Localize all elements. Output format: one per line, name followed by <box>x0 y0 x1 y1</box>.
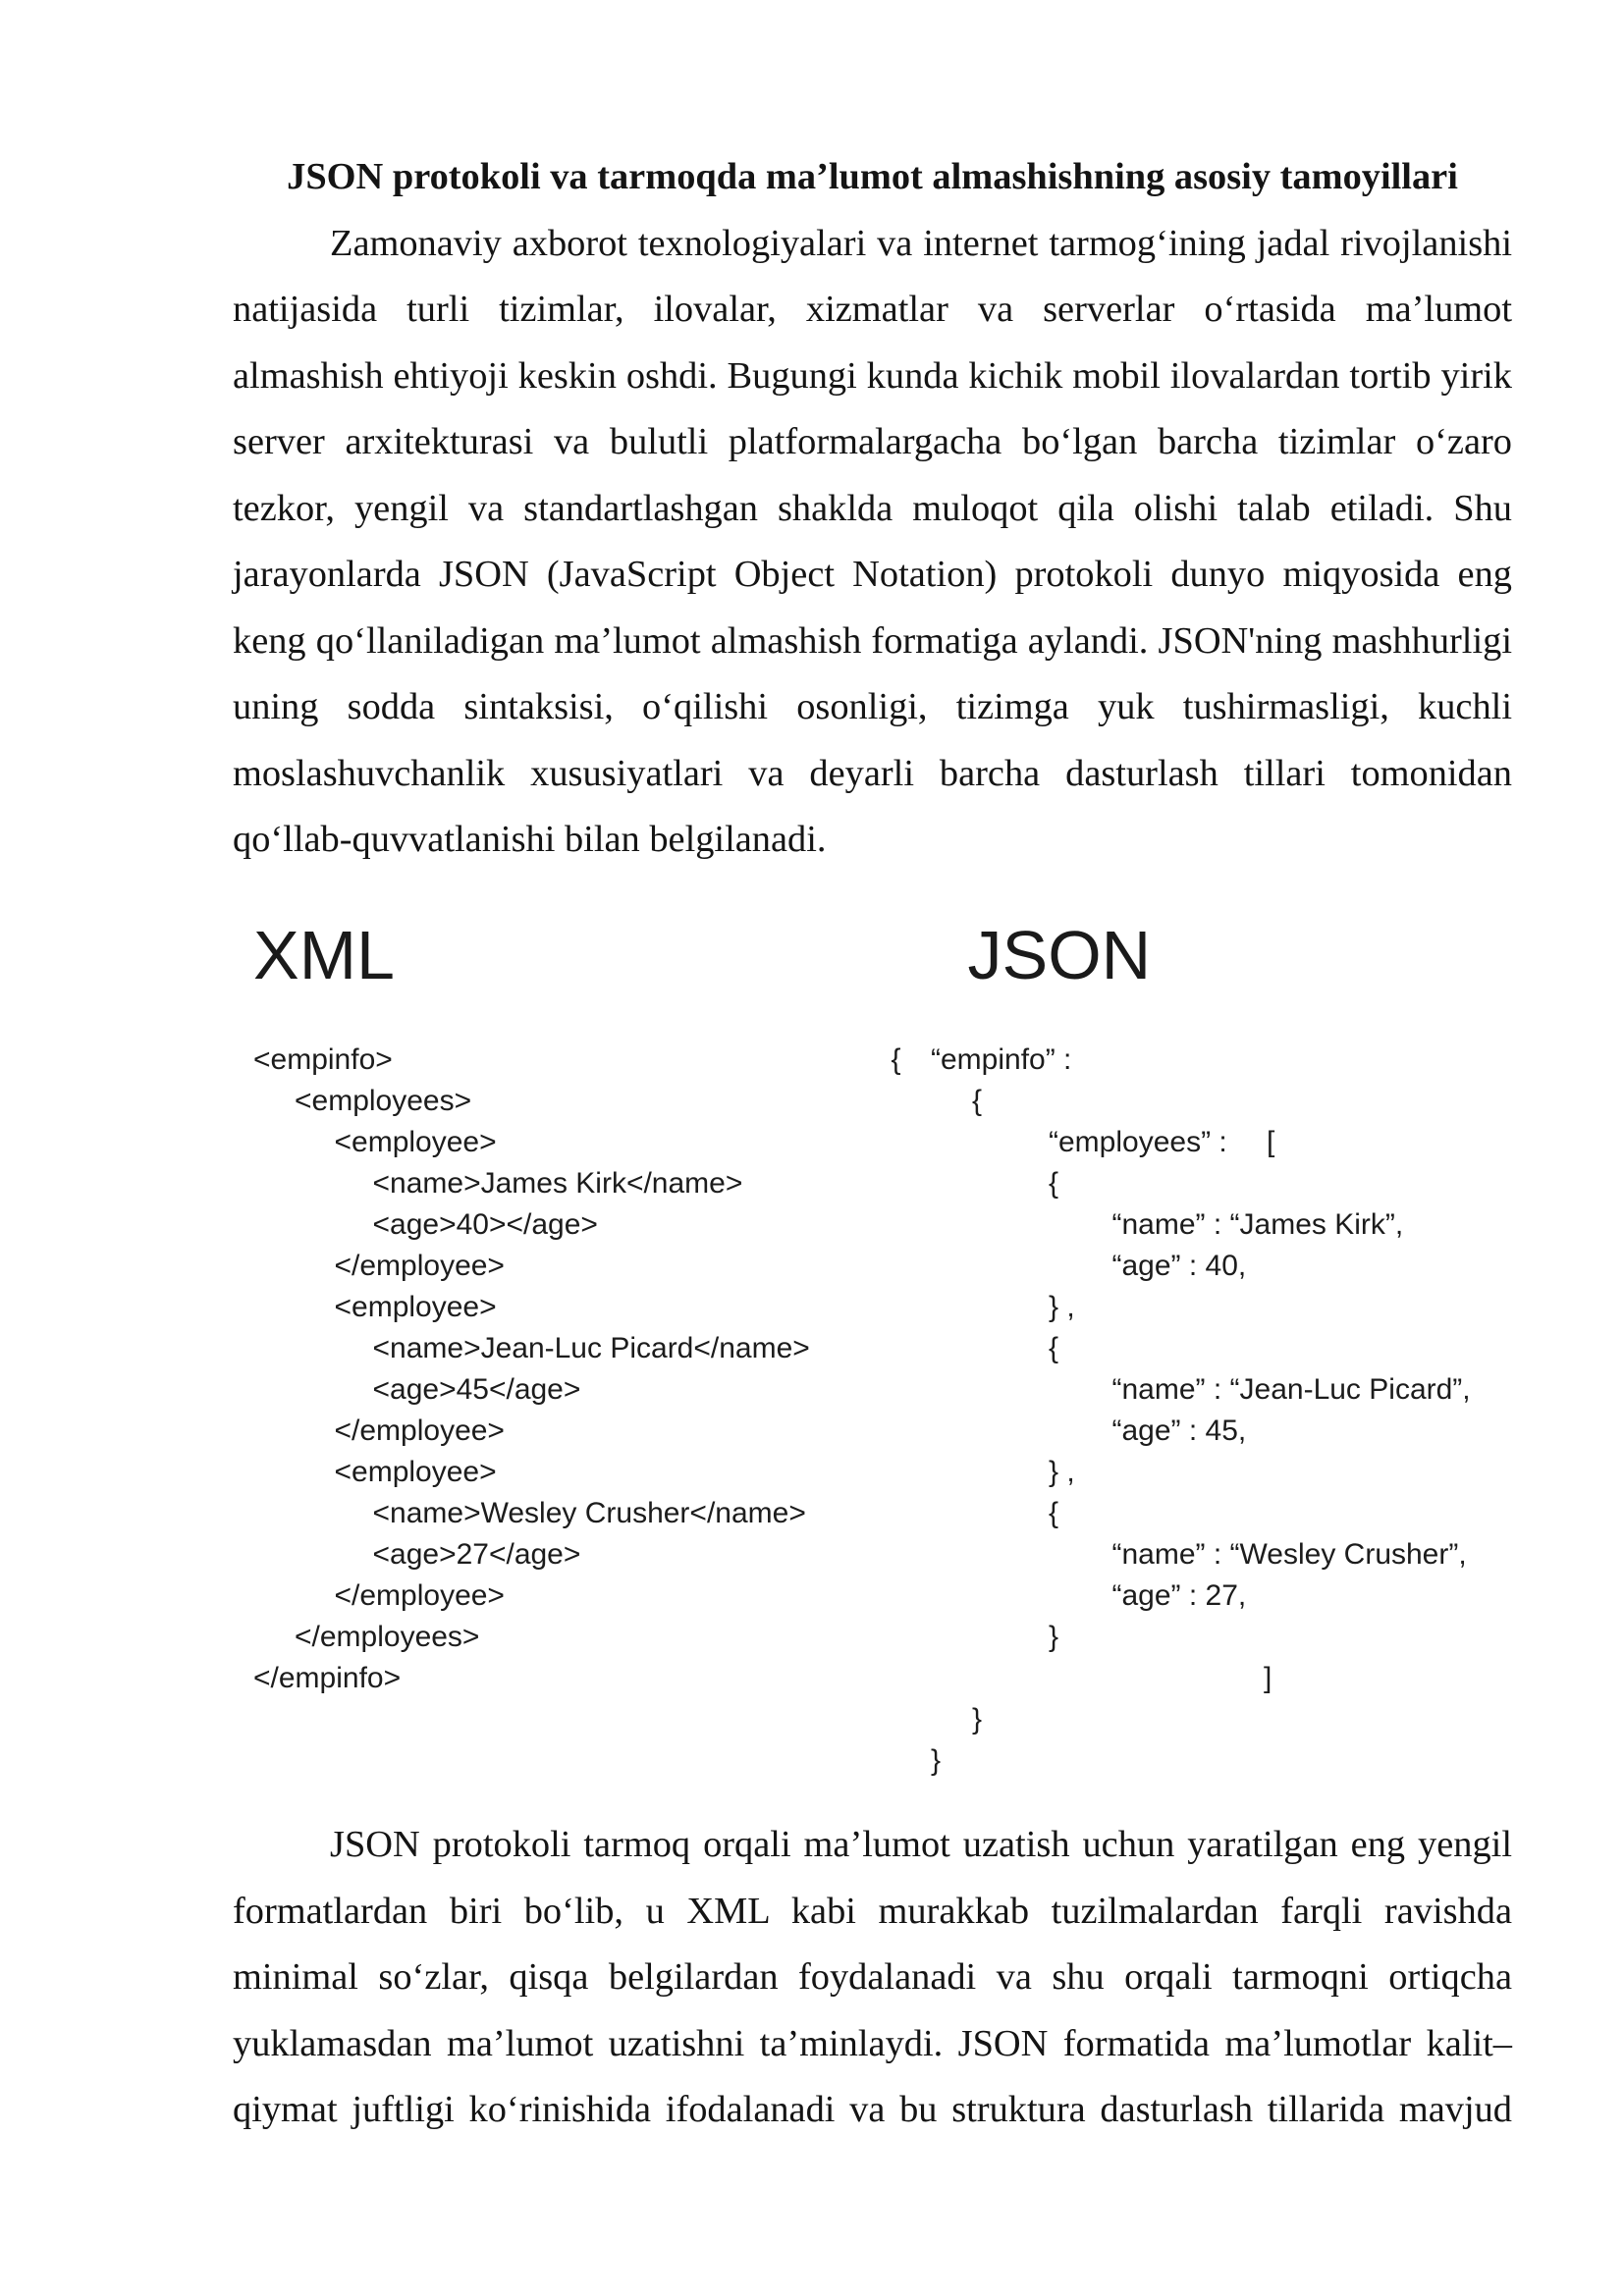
paragraph-line: jarayonlarda JSON (JavaScript Object Notation) protokoli dunyo miqyosida eng <box>233 554 1512 595</box>
xml-code-line: <name>James Kirk</name> <box>372 1167 743 1200</box>
json-code-line <box>892 1534 1500 1575</box>
json-code-token: “age” : 40, <box>1111 1250 1247 1282</box>
paragraph-1 <box>233 211 1512 874</box>
paragraph-line: tezkor, yengil va standartlashgan shaklda muloqot qila olishi talab etiladi. Shu <box>233 487 1512 529</box>
json-code-token: “name” : “Wesley Crusher”, <box>1111 1538 1467 1571</box>
paragraph-line: formatlardan biri bo‘lib, u XML kabi murakkab tuzilmalardan farqli ravishda <box>233 1890 1512 1932</box>
paragraph-line: almashish ehtiyoji keskin oshdi. Bugungi kunda kichik mobil ilovalardan tortib yirik <box>233 354 1512 397</box>
paragraph-line: Zamonaviy axborot texnologiyalari va internet tarmog‘ining jadal rivojlanishi <box>330 222 1512 264</box>
xml-code-block <box>253 1040 842 1699</box>
paragraph-line: yuklamasdan ma’lumot uzatishni ta’minlaydi. JSON formatida ma’lumotlar kalit– <box>233 2022 1512 2064</box>
xml-code-line: <employee> <box>334 1126 497 1158</box>
xml-code-line: <employees> <box>295 1085 472 1117</box>
json-code-token: { <box>972 1085 983 1117</box>
paragraph-2 <box>233 1812 1512 2144</box>
json-heading: JSON <box>967 917 1152 993</box>
json-code-line <box>892 1122 1500 1163</box>
xml-code-line: <age>45</age> <box>372 1373 581 1406</box>
xml-code-line: <age>27</age> <box>372 1538 581 1571</box>
json-code-line <box>892 1411 1500 1452</box>
json-code-token: } , <box>1049 1456 1075 1488</box>
json-code-line <box>892 1040 1500 1081</box>
xml-code-line: <age>40></age> <box>372 1208 598 1241</box>
json-code-line <box>892 1328 1500 1369</box>
json-code-token: { <box>1049 1332 1059 1364</box>
json-code-token: “employees” : <box>1049 1126 1227 1158</box>
xml-vs-json-figure <box>233 874 1512 1813</box>
json-code-token: “age” : 27, <box>1111 1579 1247 1612</box>
xml-code-line: <employee> <box>334 1291 497 1323</box>
json-code-line <box>892 1287 1500 1328</box>
xml-heading: XML <box>253 917 395 993</box>
json-code-token: “name” : “Jean-Luc Picard”, <box>1111 1373 1471 1406</box>
xml-code-line: </employee> <box>334 1415 505 1447</box>
paragraph-line: minimal so‘zlar, qisqa belgilardan foydalanadi va shu orqali tarmoqni ortiqcha <box>233 1956 1512 1998</box>
paragraph-line: qo‘llab-quvvatlanishi bilan belgilanadi. <box>233 819 827 860</box>
json-code-token: } <box>931 1744 942 1777</box>
json-code-token: ] <box>1264 1662 1272 1694</box>
xml-code-line: <name>Wesley Crusher</name> <box>372 1497 806 1529</box>
json-code-token: { <box>1049 1167 1059 1200</box>
json-code-block <box>892 1040 1500 1782</box>
xml-code-line: <empinfo> <box>253 1043 393 1076</box>
json-code-line <box>892 1163 1500 1204</box>
paragraph-line: uning sodda sintaksisi, o‘qilishi osonligi, tizimga yuk tushirmasligi, kuchli <box>233 686 1512 727</box>
json-code-line <box>892 1493 1500 1534</box>
json-code-token: “age” : 45, <box>1111 1415 1247 1447</box>
paragraph-line: qiymat juftligi ko‘rinishida ifodalanadi va bu struktura dasturlash tillarida mavjud <box>233 2089 1512 2130</box>
xml-code-line: </employee> <box>334 1579 505 1612</box>
xml-code-line: </empinfo> <box>253 1662 402 1694</box>
json-code-line <box>892 1740 1500 1782</box>
xml-code-line: <employee> <box>334 1456 497 1488</box>
paragraph-line: moslashuvchanlik xususiyatlari va deyarli barcha dasturlash tillari tomonidan <box>233 752 1512 794</box>
json-code-line <box>892 1246 1500 1287</box>
paragraph-line: server arxitekturasi va bulutli platformalargacha bo‘lgan barcha tizimlar o‘zaro <box>233 421 1512 462</box>
document-body <box>233 144 1512 2144</box>
json-code-token: } <box>972 1703 983 1735</box>
json-code-line <box>892 1369 1500 1411</box>
json-code-token: } <box>1049 1621 1059 1653</box>
page-title: JSON protokoli va tarmoqda ma’lumot almashishning asosiy tamoyillari <box>287 156 1458 197</box>
paragraph-line: natijasida turli tizimlar, ilovalar, xizmatlar va serverlar o‘rtasida ma’lumot <box>233 289 1512 330</box>
json-code-line <box>892 1699 1500 1740</box>
json-code-line <box>892 1081 1500 1122</box>
xml-code-line: </employee> <box>334 1250 505 1282</box>
xml-code-line: <name>Jean-Luc Picard</name> <box>372 1332 810 1364</box>
json-code-token: [ <box>1267 1126 1275 1158</box>
paragraph-line: JSON protokoli tarmoq orqali ma’lumot uzatish uchun yaratilgan eng yengil <box>330 1824 1512 1865</box>
json-code-token: { <box>1049 1497 1059 1529</box>
json-code-line <box>892 1452 1500 1493</box>
json-code-line <box>892 1617 1500 1658</box>
json-code-line <box>892 1575 1500 1617</box>
json-code-token: “name” : “James Kirk”, <box>1111 1208 1404 1241</box>
json-code-token: { <box>891 1043 901 1076</box>
xml-code-line: </employees> <box>295 1621 480 1653</box>
paragraph-line: keng qo‘llaniladigan ma’lumot almashish formatiga aylandi. JSON'ning mashhurligi <box>233 619 1512 662</box>
json-code-token: “empinfo” : <box>931 1043 1072 1076</box>
json-code-line <box>892 1204 1500 1246</box>
json-code-token: } , <box>1049 1291 1075 1323</box>
json-code-line <box>892 1658 1500 1699</box>
